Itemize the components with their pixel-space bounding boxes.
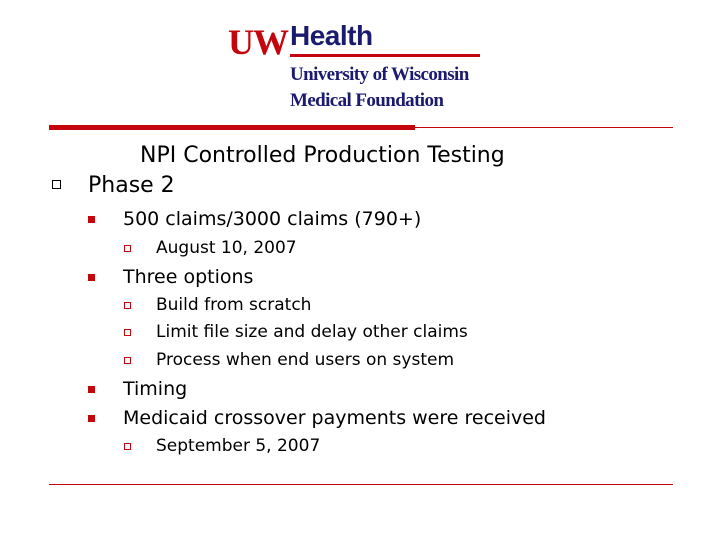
hollow-square-bullet-icon	[124, 302, 131, 309]
sub-bullet-item: August 10, 2007	[156, 238, 297, 258]
slide-title-line-2: Phase 2	[88, 173, 175, 198]
header-divider-thin	[415, 127, 673, 128]
bullet-item: Timing	[123, 378, 188, 400]
bullet-item: Medicaid crossover payments were received	[123, 407, 546, 429]
hollow-square-bullet-icon	[124, 357, 131, 364]
footer-divider	[49, 484, 673, 485]
hollow-square-bullet-icon	[124, 245, 131, 252]
square-bullet-icon	[88, 216, 95, 223]
slide-title	[88, 141, 505, 201]
hollow-square-bullet-icon	[124, 329, 131, 336]
logo-foundation-line: Medical Foundation	[290, 90, 444, 111]
hollow-square-bullet-icon	[124, 443, 131, 450]
logo-university-line: University of Wisconsin	[290, 64, 469, 85]
uw-health-logo	[228, 20, 480, 118]
square-bullet-icon	[88, 274, 95, 281]
logo-rule	[290, 54, 480, 57]
bullet-item: 500 claims/3000 claims (790+)	[123, 208, 422, 230]
sub-bullet-item: Build from scratch	[156, 295, 312, 315]
sub-bullet-item: Limit file size and delay other claims	[156, 322, 468, 342]
slide-title-line-1: NPI Controlled Production Testing	[140, 143, 505, 168]
logo-health-text: Health	[290, 20, 373, 51]
sub-bullet-item: September 5, 2007	[156, 436, 321, 456]
bullet-item: Three options	[123, 266, 254, 288]
sub-bullet-item: Process when end users on system	[156, 350, 455, 370]
logo-uw-text: UW	[228, 22, 288, 62]
square-bullet-icon	[88, 415, 95, 422]
header-divider-thick	[49, 125, 415, 130]
title-bullet-icon	[52, 180, 61, 189]
square-bullet-icon	[88, 386, 95, 393]
